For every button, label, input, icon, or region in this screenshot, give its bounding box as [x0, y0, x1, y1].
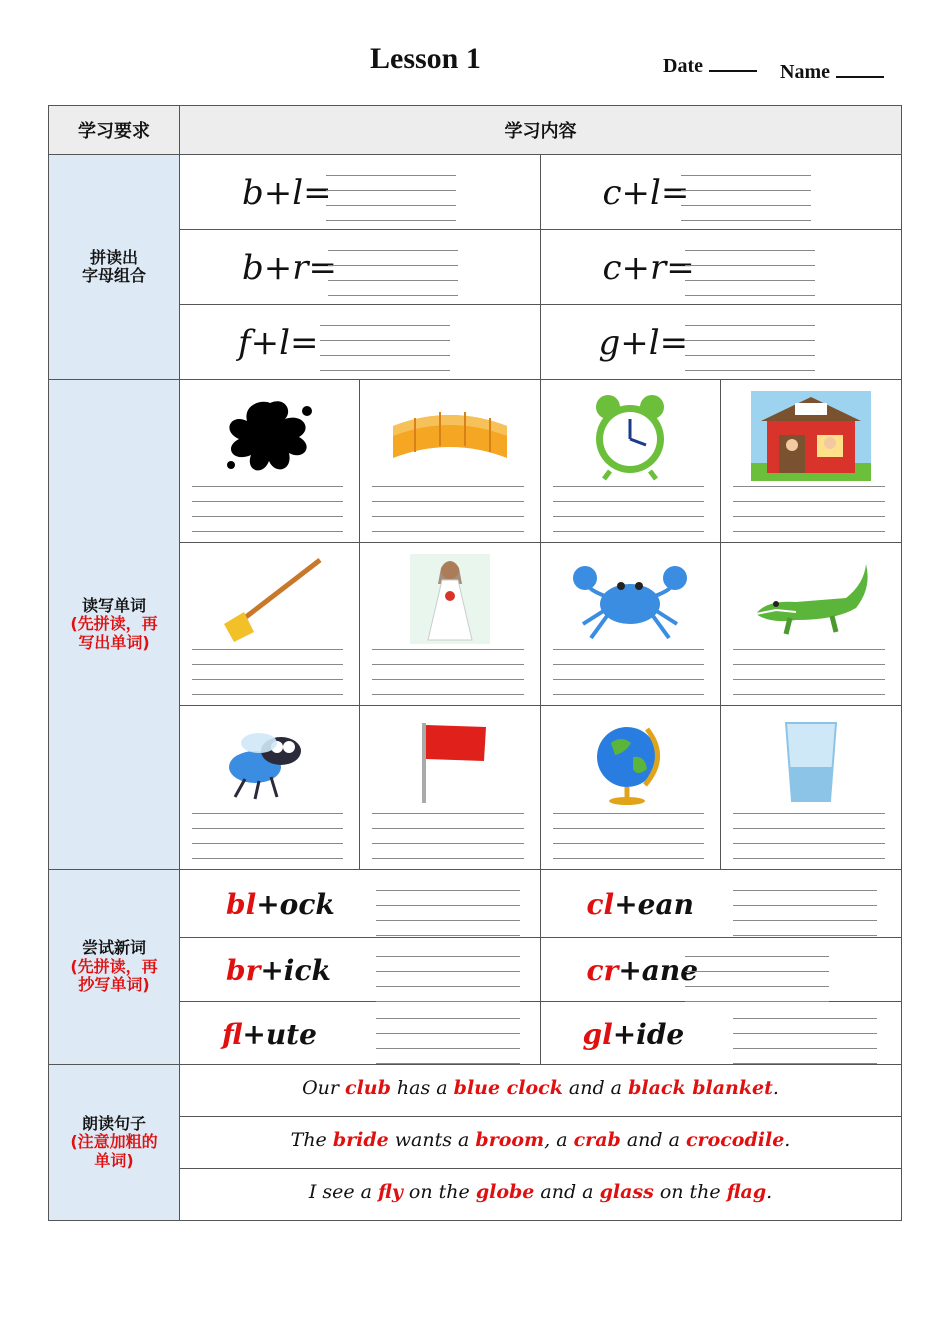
section-sentences-label: 朗读句子 (注意加粗的 单词)	[49, 1065, 180, 1221]
word-cell: bl+ock	[180, 870, 541, 937]
sentence-3: I see a fly on the globe and a glass on the flag.	[308, 1181, 773, 1203]
page-title: Lesson 1	[370, 42, 481, 75]
write-lines[interactable]	[376, 876, 520, 936]
section-blend-label: 拼读出 字母组合	[49, 155, 180, 380]
picture-cell	[721, 543, 901, 705]
new-words-grid	[180, 870, 902, 1065]
picture-cell	[721, 706, 901, 869]
write-lines[interactable]	[733, 799, 885, 859]
picture-cell	[180, 380, 360, 542]
blend-cell: g+l=	[541, 305, 902, 379]
blend-grid	[180, 155, 902, 380]
write-lines[interactable]	[733, 635, 885, 695]
glass-icon	[721, 712, 901, 812]
section-words-label: 读写单词 (先拼读，再 写出单词)	[49, 380, 180, 870]
write-lines[interactable]	[685, 236, 815, 296]
ink-blot-icon	[180, 386, 359, 486]
write-lines[interactable]	[192, 799, 343, 859]
flag-icon	[360, 712, 539, 812]
name-blank[interactable]	[836, 58, 884, 78]
worksheet-table	[48, 105, 902, 1221]
write-lines[interactable]	[192, 635, 343, 695]
picture-cell	[541, 380, 721, 542]
alarm-clock-icon	[541, 386, 720, 486]
date-blank[interactable]	[709, 52, 757, 72]
crocodile-icon	[721, 549, 901, 649]
write-lines[interactable]	[328, 236, 458, 296]
word-cell: gl+ide	[541, 1002, 902, 1064]
write-lines[interactable]	[192, 472, 343, 532]
club-house-icon	[721, 386, 901, 486]
write-lines[interactable]	[681, 161, 811, 221]
globe-icon	[541, 712, 720, 812]
picture-cell	[360, 543, 540, 705]
word-cell: br+ick	[180, 938, 541, 1001]
write-lines[interactable]	[372, 799, 523, 859]
write-lines[interactable]	[553, 635, 704, 695]
write-lines[interactable]	[733, 1004, 877, 1064]
write-lines[interactable]	[685, 942, 829, 1002]
blend-cell: c+r=	[541, 230, 902, 304]
write-lines[interactable]	[733, 876, 877, 936]
bride-icon	[360, 549, 539, 649]
picture-cell	[541, 543, 721, 705]
blend-cell: c+l=	[541, 155, 902, 229]
word-cell: cr+ane	[541, 938, 902, 1001]
picture-cell	[180, 543, 360, 705]
picture-grid	[180, 380, 902, 870]
write-lines[interactable]	[320, 311, 450, 371]
sentence-2: The bride wants a broom, a crab and a crocodile.	[180, 1117, 901, 1169]
write-lines[interactable]	[733, 472, 885, 532]
picture-cell	[360, 706, 540, 869]
blanket-icon	[360, 386, 539, 486]
broom-icon	[180, 549, 359, 649]
header-content: 学习内容	[180, 106, 902, 155]
blend-cell: b+l=	[180, 155, 541, 229]
picture-cell	[541, 706, 721, 869]
picture-cell	[360, 380, 540, 542]
write-lines[interactable]	[326, 161, 456, 221]
word-cell: cl+ean	[541, 870, 902, 937]
crab-icon	[541, 549, 720, 649]
picture-cell	[721, 380, 901, 542]
sentences-list	[180, 1065, 902, 1221]
word-cell: fl+ute	[180, 1002, 541, 1064]
write-lines[interactable]	[376, 1004, 520, 1064]
write-lines[interactable]	[376, 942, 520, 1002]
write-lines[interactable]	[372, 635, 523, 695]
blend-cell: f+l=	[180, 305, 541, 379]
section-new-words-label: 尝试新词 (先拼读，再 抄写单词)	[49, 870, 180, 1065]
header-requirement: 学习要求	[49, 106, 180, 155]
sentence-1: Our club has a blue clock and a black blanket.	[180, 1065, 901, 1117]
picture-cell	[180, 706, 360, 869]
write-lines[interactable]	[553, 799, 704, 859]
write-lines[interactable]	[372, 472, 523, 532]
date-label: Date	[663, 52, 757, 78]
write-lines[interactable]	[685, 311, 815, 371]
blend-cell: b+r=	[180, 230, 541, 304]
name-label: Name	[780, 58, 884, 84]
write-lines[interactable]	[553, 472, 704, 532]
fly-icon	[180, 712, 359, 812]
